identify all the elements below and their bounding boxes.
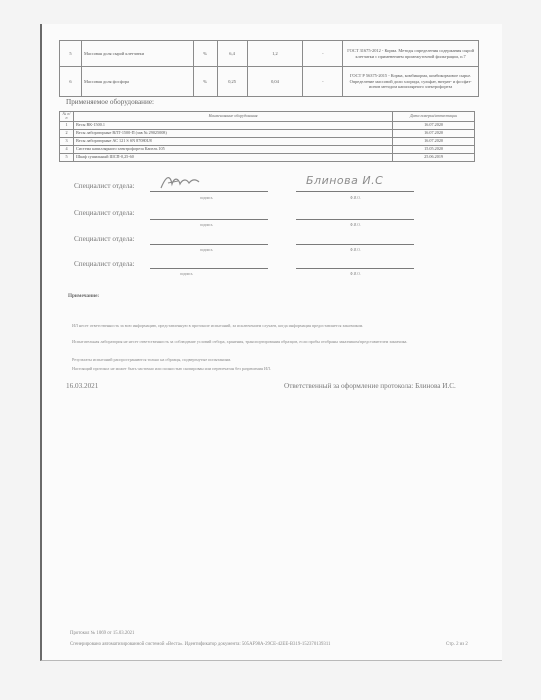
note-line: ИЛ несет ответственность за всю информацию, представленную в протоколе испытаний, за исключением случаев, когда информация предоставляется заказчиком. bbox=[72, 323, 364, 328]
table-row: 1 Весы ВК-1500.1 16.07.2020 bbox=[60, 121, 475, 129]
signature-caption: подпись bbox=[200, 223, 213, 227]
table-row: 2 Весы лабораторные ВЛТ-1500-П (зав № 29025008) 16.07.2020 bbox=[60, 129, 475, 137]
handwritten-signature bbox=[158, 172, 202, 192]
name-line bbox=[296, 191, 414, 192]
table-header-row: № п/п Наименование оборудования Дата поверки/аттестации bbox=[60, 112, 475, 122]
signature-line bbox=[150, 244, 268, 245]
footer-system: Сгенерировано автоматизированной системой «Веста». Идентификатор документа: 505AF98A-29CE-42EE-B319-152370139311 bbox=[70, 642, 331, 647]
signature-line bbox=[150, 219, 268, 220]
name-line bbox=[296, 244, 414, 245]
footer-protocol: Протокол № 1069 от 15.03.2021 bbox=[70, 631, 135, 636]
signature-caption: подпись bbox=[200, 196, 213, 200]
document-date: 16.03.2021 bbox=[66, 382, 99, 390]
signature-line bbox=[150, 268, 268, 269]
name-caption: Ф.И.О. bbox=[350, 272, 361, 276]
signature-caption: подпись bbox=[180, 272, 193, 276]
specialist-label: Специалист отдела: bbox=[74, 260, 135, 268]
name-line bbox=[296, 268, 414, 269]
notes-title: Примечание: bbox=[68, 293, 100, 299]
results-table bbox=[59, 40, 479, 97]
note-line: Результаты испытаний распространяются только на образцы, подвергнутые испытаниям. bbox=[72, 357, 232, 362]
table-row: 4 Система капиллярного электрофореза Капель 105 15.05.2020 bbox=[60, 145, 475, 153]
name-line bbox=[296, 219, 414, 220]
table-row: 5 Шкаф сушильный ШСП-0,25-60 25.06.2019 bbox=[60, 153, 475, 161]
name-caption: Ф.И.О. bbox=[350, 196, 361, 200]
name-caption: Ф.И.О. bbox=[350, 223, 361, 227]
name-caption: Ф.И.О. bbox=[350, 248, 361, 252]
table-row: 6 Массовая доля фосфора % 0,25 0,04 - ГОСТ Р 56375-2015 - Корма, комбикорма, комбикормовое сырье. Определение массовой доли хлорида, сульфат, нитрат- и фосфат-ионов методом капиллярного электрофореза bbox=[60, 67, 479, 97]
table-row: 3 Весы лабораторные АС 121 S SN 87080U8 16.07.2020 bbox=[60, 137, 475, 145]
equipment-title: Применяемое оборудование: bbox=[66, 98, 155, 106]
note-line: Настоящий протокол не может быть частично или полностью скопирован или перепечатан без разрешения ИЛ. bbox=[72, 366, 271, 371]
equipment-table bbox=[59, 111, 475, 162]
specialist-label: Специалист отдела: bbox=[74, 182, 135, 190]
responsible-person: Ответственный за оформление протокола: Блинова И.С. bbox=[284, 382, 456, 390]
page-number: Стр. 2 из 2 bbox=[446, 642, 468, 647]
note-line: Испытательная лаборатория не несет ответственность за соблюдение условий отбора, хранения, транспортирования образцов, если пробы отобраны заказчиком/представителем заказчика. bbox=[72, 339, 408, 344]
specialist-label: Специалист отдела: bbox=[74, 209, 135, 217]
table-row: 5 Массовая доля сырой клетчатки % 6,4 1,2 - ГОСТ 31675-2012 - Корма. Методы определения содержания сырой клетчатки с применением промежуточной фильтрации, п.7 bbox=[60, 41, 479, 67]
handwritten-name: Блинова И.С bbox=[306, 174, 384, 187]
signature-caption: подпись bbox=[200, 248, 213, 252]
specialist-label: Специалист отдела: bbox=[74, 235, 135, 243]
